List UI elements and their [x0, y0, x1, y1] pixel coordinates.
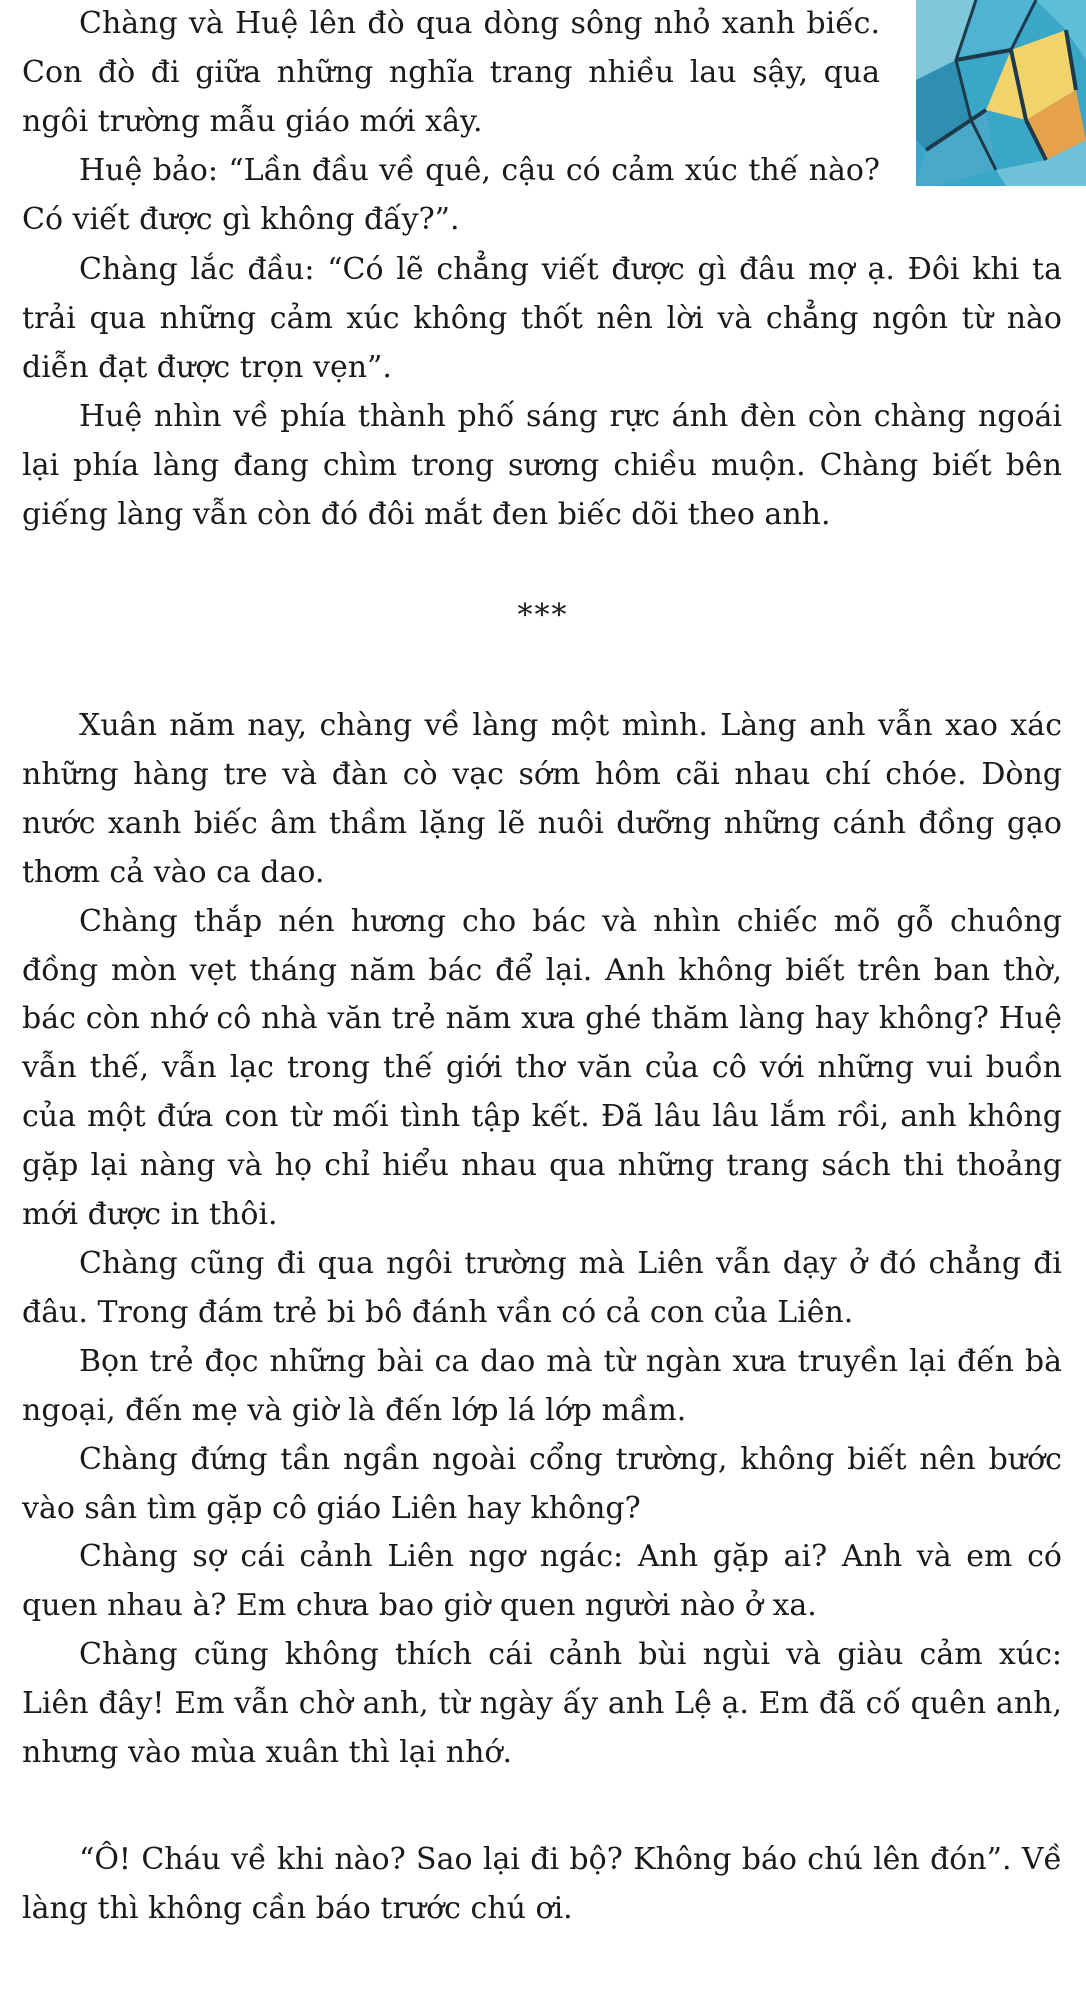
paragraph: Chàng lắc đầu: “Có lẽ chẳng viết được gì đâu mợ ạ. Đôi khi ta trải qua những cảm xúc không thốt nên lời và chẳng ngôn từ nào diễn đạt được trọn vẹn”.: [22, 252, 1062, 385]
middle-paragraphs: [22, 246, 1062, 539]
paragraph: Chàng cũng đi qua ngôi trường mà Liên vẫn dạy ở đó chẳng đi đâu. Trong đám trẻ bi bô đánh vần có cả con của Liên.: [22, 1245, 1062, 1330]
paragraph: Chàng thắp nén hương cho bác và nhìn chiếc mõ gỗ chuông đồng mòn vẹt tháng năm bác để lại. Anh không biết trên ban thờ, bác còn nhớ cô nhà văn trẻ năm xưa ghé thăm làng hay không? Huệ vẫn thế, vẫn lạc trong thế giới thơ văn của cô với những vui buồn của một đứa con từ mối tình tập kết. Đã lâu lâu lắm rồi, anh không gặp lại nàng và họ chỉ hiểu nhau qua những trang sách thi thoảng mới được in thôi.: [22, 903, 1062, 1233]
main-paragraphs: [22, 702, 1062, 1778]
paragraph: Chàng và Huệ lên đò qua dòng sông nhỏ xanh biếc. Con đò đi giữa những nghĩa trang nhiều lau sậy, qua ngôi trường mẫu giáo mới xây.: [22, 6, 880, 139]
paragraph: Bọn trẻ đọc những bài ca dao mà từ ngàn xưa truyền lại đến bà ngoại, đến mẹ và giờ là đến lớp lá lớp mầm.: [22, 1343, 1062, 1428]
paragraph: Chàng cũng không thích cái cảnh bùi ngùi và giàu cảm xúc: Liên đây! Em vẫn chờ anh, từ ngày ấy anh Lệ ạ. Em đã cố quên anh, nhưng vào mùa xuân thì lại nhớ.: [22, 1637, 1062, 1771]
paragraph: Huệ nhìn về phía thành phố sáng rực ánh đèn còn chàng ngoái lại phía làng đang chìm trong sương chiều muộn. Chàng biết bên giếng làng vẫn còn đó đôi mắt đen biếc dõi theo anh.: [22, 398, 1062, 532]
paragraph: Huệ bảo: “Lần đầu về quê, cậu có cảm xúc thế nào? Có viết được gì không đấy?”.: [22, 152, 880, 237]
section-separator: ***: [517, 598, 569, 633]
paragraph: Chàng đứng tần ngần ngoài cổng trường, không biết nên bước vào sân tìm gặp cô giáo Liên hay không?: [22, 1441, 1062, 1526]
paragraph: Chàng sợ cái cảnh Liên ngơ ngác: Anh gặp ai? Anh và em có quen nhau à? Em chưa bao giờ quen người nào ở xa.: [22, 1539, 1062, 1624]
paragraph: Xuân năm nay, chàng về làng một mình. Làng anh vẫn xao xác những hàng tre và đàn cò vạc sớm hôm cãi nhau chí chóe. Dòng nước xanh biếc âm thầm lặng lẽ nuôi dưỡng những cánh đồng gạo thơm cả vào ca dao.: [22, 708, 1062, 890]
paragraph: “Ô! Cháu về khi nào? Sao lại đi bộ? Không báo chú lên đón”. Về làng thì không cần báo trước chú ơi.: [22, 1842, 1062, 1926]
painting-illustration: [916, 0, 1086, 186]
closing-paragraphs: [22, 1836, 1062, 1934]
top-paragraphs: [22, 0, 880, 245]
